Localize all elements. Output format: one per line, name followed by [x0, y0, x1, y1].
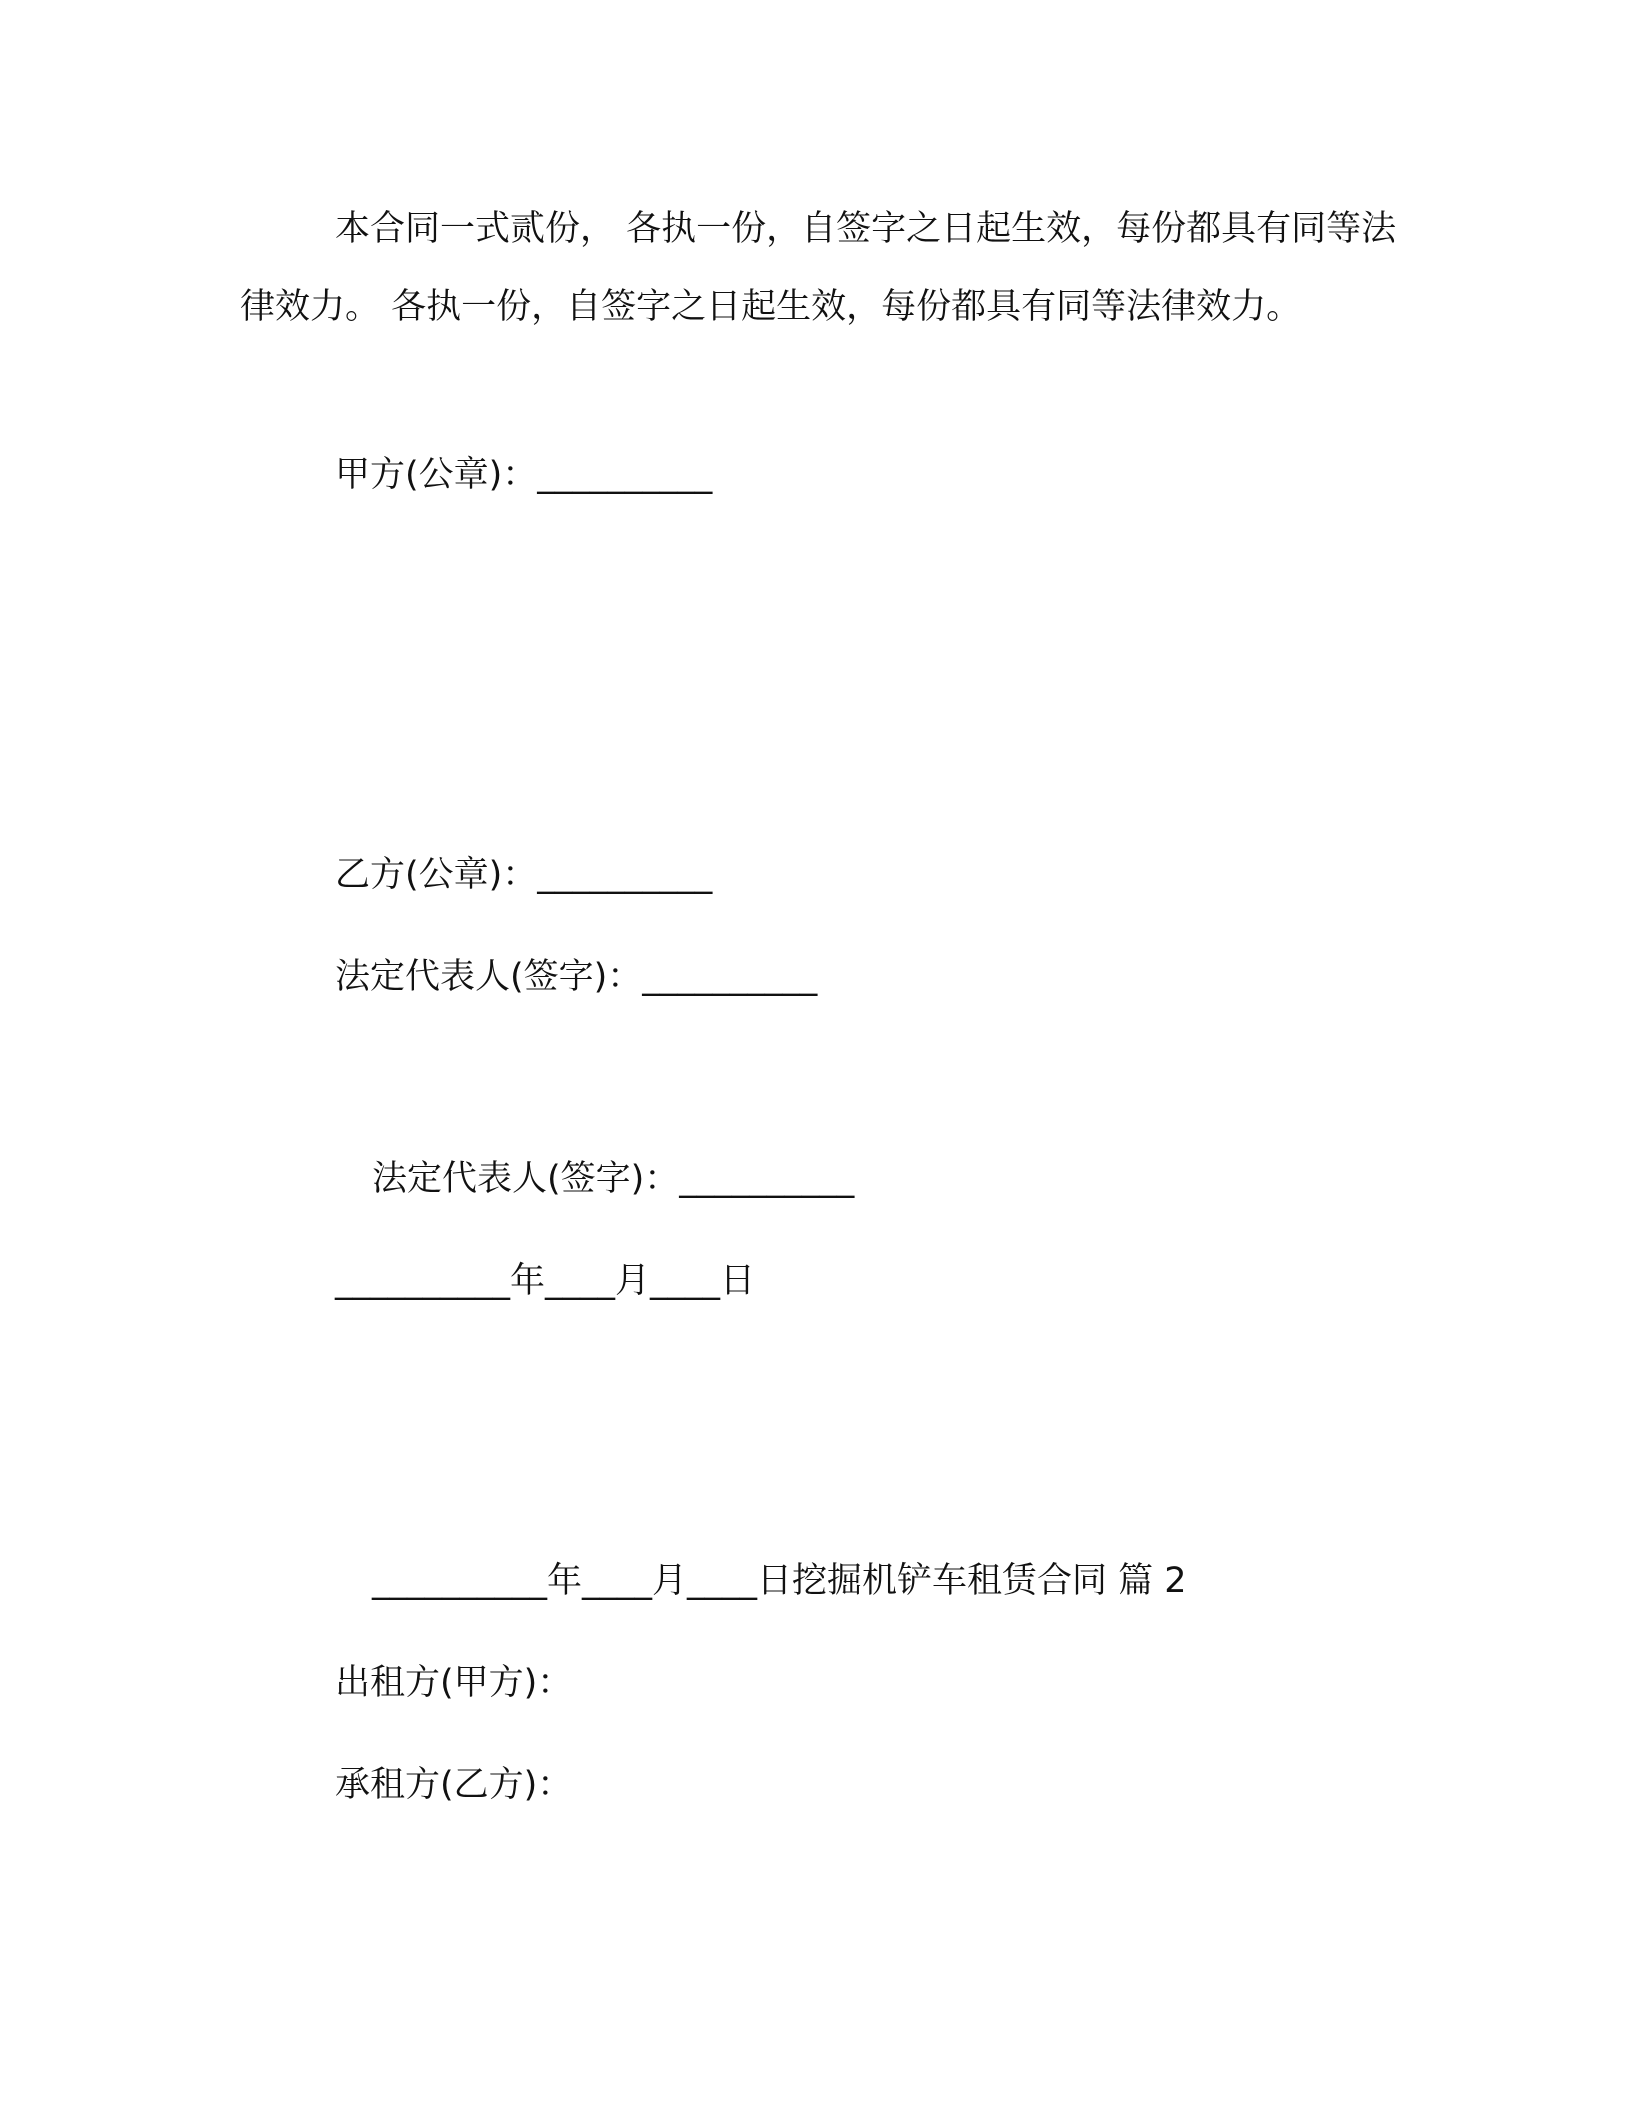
- party-b-seal-line: 乙方(公章)：__________: [335, 855, 713, 895]
- party-a-seal-line: 甲方(公章)：__________: [335, 455, 713, 495]
- lessee-line: 承租方(乙方)：: [335, 1765, 573, 1805]
- section-title: __________年____月____日挖掘机铲车租赁合同 篇 2: [372, 1561, 1187, 1601]
- lessor-line: 出租方(甲方)：: [335, 1663, 573, 1703]
- legal-representative-line-2: 法定代表人(签字)：__________: [372, 1159, 855, 1199]
- date-line: __________年____月____日: [335, 1261, 756, 1301]
- closing-paragraph: 本合同一式贰份， 各执一份，自签字之日起生效，每份都具有同等法律效力。 各执一份，自签字之日起生效，每份都具有同等法律效力。: [240, 209, 1397, 327]
- legal-representative-line: 法定代表人(签字)：__________: [335, 957, 818, 997]
